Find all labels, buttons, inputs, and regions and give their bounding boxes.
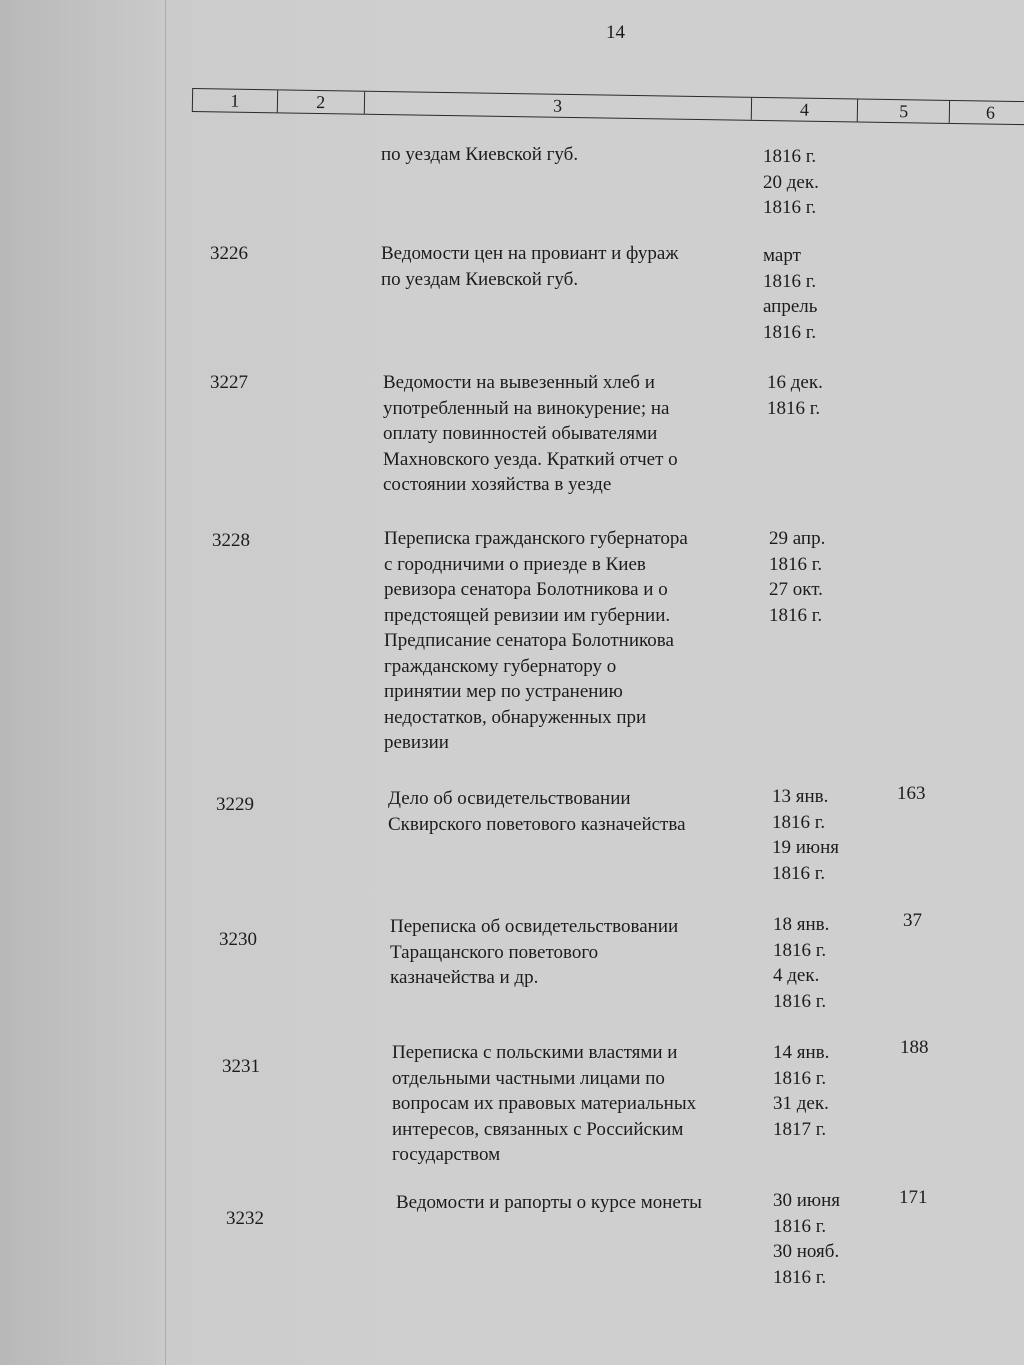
- entry-dates: март 1816 г. апрель 1816 г.: [763, 245, 818, 343]
- entry-description: Переписка об освидетельствовании Таращанского поветового казначейства и др.: [390, 916, 679, 988]
- entry-number: 3229: [216, 794, 254, 815]
- entry-dates: 1816 г. 20 дек. 1816 г.: [763, 146, 819, 218]
- entry-dates: 29 апр. 1816 г. 27 окт. 1816 г.: [769, 528, 826, 626]
- entry-dates: 16 дек. 1816 г.: [767, 372, 823, 419]
- entry-description: Переписка с польскими властями и отдельными частными лицами по вопросам их правовых материальных интересов, связанных с Российским государством: [392, 1042, 697, 1165]
- entry-sheet-count: 163: [897, 783, 926, 804]
- entry-number: 3230: [219, 929, 257, 950]
- entry-description: Ведомости и рапорты о курсе монеты: [396, 1192, 702, 1213]
- column-header-3: 3: [364, 92, 751, 120]
- entry-description: Ведомости на вывезенный хлеб и употребленный на винокурение; на оплату повинностей обывателями Махновского уезда. Краткий отчет о состоянии хозяйства в уезде: [383, 372, 678, 495]
- entry-number: 3227: [210, 372, 248, 393]
- entry-dates: 18 янв. 1816 г. 4 дек. 1816 г.: [773, 914, 830, 1012]
- entry-number: 3231: [222, 1056, 260, 1077]
- column-header-4: 4: [751, 98, 858, 122]
- entry-dates: 30 июня 1816 г. 30 нояб. 1816 г.: [773, 1190, 841, 1288]
- entry-dates: 13 янв. 1816 г. 19 июня 1816 г.: [772, 786, 840, 884]
- column-header-1: 1: [193, 89, 278, 112]
- entry-number: 3232: [226, 1208, 264, 1229]
- entry-sheet-count: 171: [899, 1187, 928, 1208]
- column-header-5: 5: [858, 99, 950, 122]
- column-header-2: 2: [278, 90, 365, 113]
- entry-description: Дело об освидетельствовании Сквирского поветового казначейства: [388, 788, 686, 835]
- column-header-6: 6: [985, 101, 996, 123]
- entry-description: Ведомости цен на провиант и фураж по уездам Киевской губ.: [381, 243, 679, 290]
- entry-description: по уездам Киевской губ.: [381, 144, 579, 165]
- entry-number: 3228: [212, 530, 250, 551]
- page-number: 14: [606, 22, 625, 43]
- entry-sheet-count: 37: [903, 910, 922, 931]
- entry-dates: 14 янв. 1816 г. 31 дек. 1817 г.: [773, 1042, 830, 1140]
- entry-sheet-count: 188: [900, 1037, 929, 1058]
- entry-number: 3226: [210, 243, 248, 264]
- entry-description: Переписка гражданского губернатора с городничими о приезде в Киев ревизора сенатора Болотникова и о предстоящей ревизии им губернии. Предписание сенатора Болотникова гражданскому губернатору о принятии мер по устранению недостатков, обнаруженных при ревизии: [384, 528, 688, 753]
